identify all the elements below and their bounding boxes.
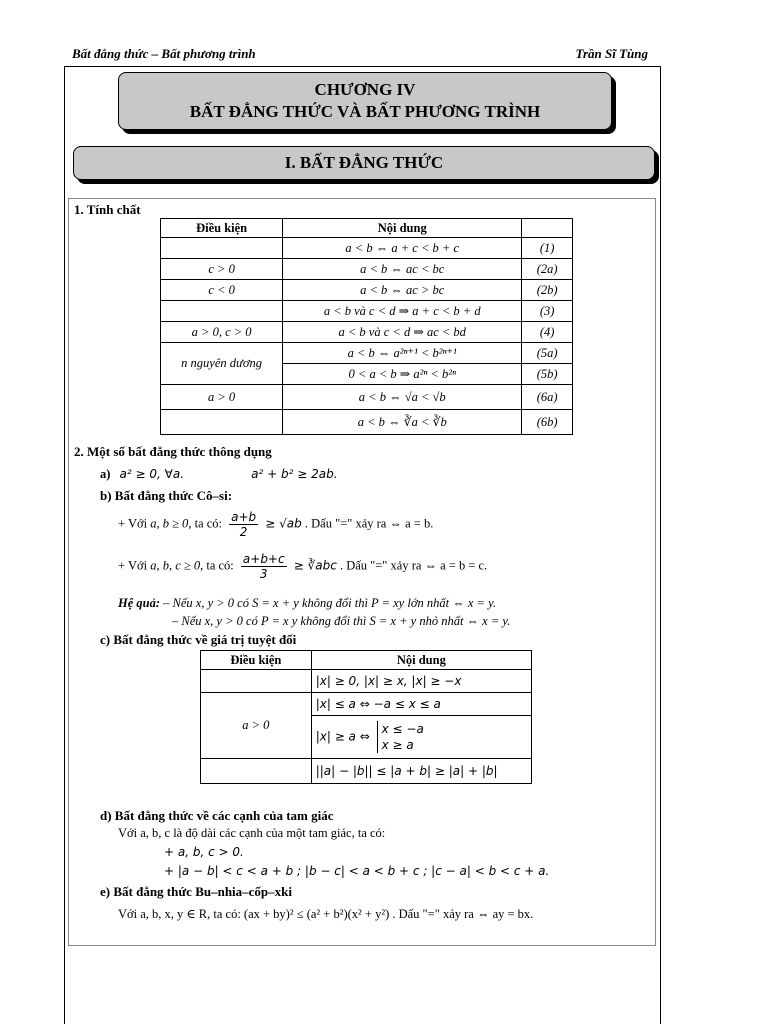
cond-cell: c > 0 [161,259,283,280]
content-cell: a < b ⇔ ∛a < ∛b [283,410,522,435]
tag-cell: (2b) [522,280,573,301]
table-row [201,693,532,716]
tag-cell: (5b) [522,364,573,385]
s2d-item-2: + |a − b| < c < a + b ; |b − c| < a < b + c ; |c − a| < b < c + a. [164,864,550,878]
table-row [201,759,532,784]
cosi-3-prefix: + Với [118,558,151,573]
cosi-3-vars: a, b, c ≥ 0 [150,558,201,573]
abs-system-bracket [377,721,424,753]
s2d-title: d) Bất đẳng thức về các cạnh của tam giác [100,808,334,823]
content-cell: a < b ⇔ √a < √b [283,385,522,410]
cosi-3-rhs: ≥ ∛abc [293,558,337,573]
cond-cell: a > 0, c > 0 [161,322,283,343]
cond-cell: a > 0 [161,385,283,410]
s2a-formula-2: a² + b² ≥ 2ab. [251,467,338,481]
cond-cell: c < 0 [161,280,283,301]
cosi-2-denominator: 2 [239,525,248,539]
content-cell: a < b ⇔ ac > bc [283,280,522,301]
corollary-1: – Nếu x, y > 0 có S = x + y không đổi thì P = xy lớn nhất ⇔ x = y. [163,596,497,610]
chapter-banner [118,72,612,130]
s2a-formula-1: a² ≥ 0, ∀a. [119,467,185,481]
cosi-2-prefix: + Với [118,516,151,531]
th-abs-content: Nội dung [311,651,531,670]
corollary-2: – Nếu x, y > 0 có P = x y không đổi thì S = x + y nhỏ nhất ⇔ x = y. [172,614,511,628]
cosi-2-line [118,510,433,539]
table-row [161,410,573,435]
content-cell: a < b ⇔ a + c < b + c [283,238,522,259]
table-row [161,385,573,410]
tag-cell: (2a) [522,259,573,280]
table-row [161,259,573,280]
abs-system-lhs: |x| ≥ a ⇔ [315,729,370,744]
tag-cell: (5a) [522,343,573,364]
content-cell: a < b và c < d ⇒ a + c < b + d [283,301,522,322]
tag-cell: (1) [522,238,573,259]
tag-cell: (3) [522,301,573,322]
tag-cell: (6b) [522,410,573,435]
content-cell: |x| ≤ a ⇔ −a ≤ x ≤ a [311,693,531,716]
cond-cell: n nguyên dương [161,343,283,385]
cosi-2-vars: a, b ≥ 0 [150,516,189,531]
cosi-3-denominator: 3 [259,567,268,581]
section-banner: I. BẤT ĐẲNG THỨC [73,146,655,180]
cosi-3-fraction [241,552,287,581]
cosi-3-equality: . Dấu "=" xảy ra ⇔ a = b = c. [339,558,488,573]
cosi-3-line [118,552,487,581]
content-cell: a < b ⇔ a²ⁿ⁺¹ < b²ⁿ⁺¹ [283,343,522,364]
cond-cell [201,670,312,693]
abs-system-case-1: x ≤ −a [381,722,424,736]
s2d-intro: Với a, b, c là độ dài các cạnh của một tam giác, ta có: [118,826,386,840]
absolute-value-table [200,650,532,784]
content-cell [311,716,531,759]
cosi-2-equality: . Dấu "=" xảy ra ⇔ a = b. [304,516,434,531]
chapter-number: CHƯƠNG IV [314,80,416,99]
cond-cell [161,238,283,259]
cosi-2-numerator: a+b [231,510,257,524]
table-row [161,322,573,343]
cosi-2-mid: , ta có: [188,516,222,531]
tag-cell: (4) [522,322,573,343]
header-left: Bất đẳng thức – Bất phương trình [72,46,256,61]
tag-cell: (6a) [522,385,573,410]
s2d-item-1: + a, b, c > 0. [164,845,244,859]
cosi-3-numerator: a+b+c [242,552,285,566]
content-cell: 0 < a < b ⇒ a²ⁿ < b²ⁿ [283,364,522,385]
chapter-title: BẤT ĐẲNG THỨC VÀ BẤT PHƯƠNG TRÌNH [189,102,541,121]
cosi-3-mid: , ta có: [200,558,234,573]
page-border-right [660,66,661,1024]
cond-cell [161,410,283,435]
page-border-left [64,66,65,1024]
table-row [161,343,573,364]
content-cell: a < b ⇔ ac < bc [283,259,522,280]
abs-system-case-2: x ≥ a [381,738,414,752]
th-tag [522,219,573,238]
cond-cell [201,759,312,784]
content-cell: |x| ≥ 0, |x| ≥ x, |x| ≥ −x [311,670,531,693]
s1-title: 1. Tính chất [74,202,141,217]
properties-table [160,218,573,435]
s2c-title: c) Bất đẳng thức về giá trị tuyệt đối [100,632,297,647]
header-right: Trần Sĩ Tùng [575,46,648,61]
s2b-title: b) Bất đẳng thức Cô–si: [100,488,233,503]
cosi-2-fraction [229,510,258,539]
s2a-line [100,467,338,482]
cond-cell: a > 0 [201,693,312,759]
s2e-text: Với a, b, x, y ∈ R, ta có: (ax + by)² ≤ (a² + b²)(x² + y²) . Dấu "=" xảy ra ⇔ ay = bx. [118,907,534,921]
cosi-2-rhs: ≥ √ab [265,516,302,531]
th-condition: Điều kiện [161,219,283,238]
cond-cell [161,301,283,322]
s2-title: 2. Một số bất đẳng thức thông dụng [74,444,272,459]
s2a-label: a) [100,467,111,481]
s2e-title: e) Bất đẳng thức Bu–nhia–cốp–xki [100,884,293,899]
corollary-label: Hệ quả: [118,596,161,610]
th-abs-condition: Điều kiện [201,651,312,670]
table-row [161,238,573,259]
th-content: Nội dung [283,219,522,238]
table-row [161,280,573,301]
corollary-line-1 [118,596,496,611]
content-cell: a < b và c < d ⇒ ac < bd [283,322,522,343]
table-row [201,670,532,693]
header-rule [64,66,660,67]
table-row [161,301,573,322]
content-cell: ||a| − |b|| ≤ |a + b| ≥ |a| + |b| [311,759,531,784]
